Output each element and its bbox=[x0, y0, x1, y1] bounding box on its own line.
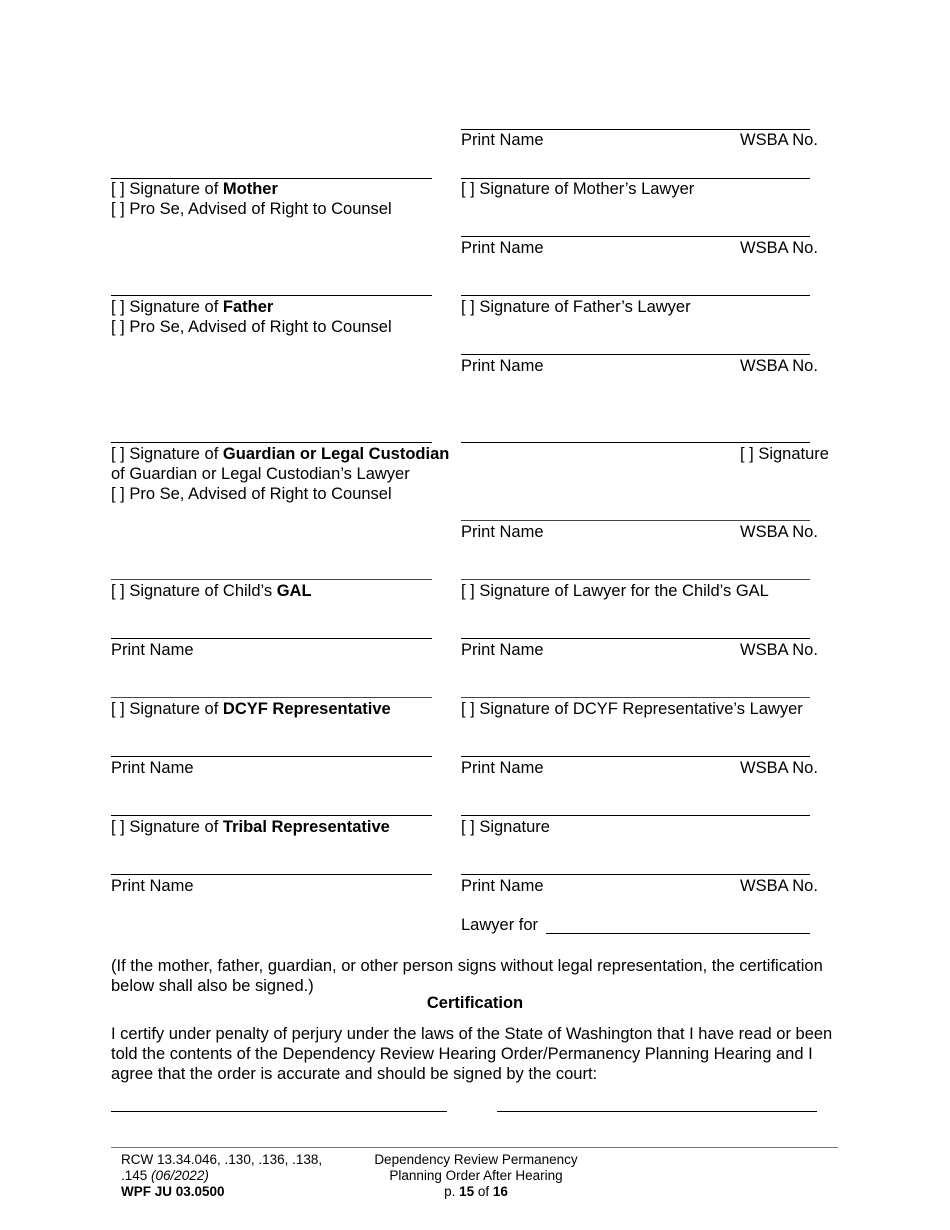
footer-rcw: RCW 13.34.046, .130, .136, .138, .145 (06/2022) WPF JU 03.0500 bbox=[121, 1152, 323, 1199]
print-name-label: Print Name bbox=[461, 523, 544, 541]
mother-signature-label: [ ] Signature of Mother bbox=[111, 180, 278, 198]
dcyf-lawyer-signature-label: [ ] Signature of DCYF Representative’s Lawyer bbox=[461, 700, 803, 718]
print-name-label: Print Name bbox=[461, 357, 544, 375]
father-pro-se-checkbox[interactable]: [ ] Pro Se, Advised of Right to Counsel bbox=[111, 318, 392, 336]
signature-note: (If the mother, father, guardian, or other person signs without legal representation, the certification below shall also be signed.) bbox=[111, 957, 823, 995]
wsba-label: WSBA No. bbox=[740, 357, 818, 375]
tribal-lawyer-signature-label: [ ] Signature bbox=[461, 818, 550, 836]
wsba-label: WSBA No. bbox=[740, 641, 818, 659]
wsba-label: WSBA No. bbox=[740, 759, 818, 777]
certification-text: I certify under penalty of perjury under the laws of the State of Washington that I have read or been told the contents of the Dependency Review Hearing Order/Permanency Planning Hearing and I agree that the order is accurate and should be signed by the court: bbox=[111, 1025, 833, 1083]
father-lawyer-signature-label: [ ] Signature of Father’s Lawyer bbox=[461, 298, 691, 316]
wsba-label: WSBA No. bbox=[740, 239, 818, 257]
print-name-label: Print Name bbox=[111, 641, 194, 659]
tribal-signature-line[interactable] bbox=[111, 815, 432, 816]
certification-date-line[interactable] bbox=[497, 1111, 817, 1112]
lawyer-for-line[interactable] bbox=[546, 933, 810, 934]
guardian-signature-line[interactable] bbox=[111, 442, 432, 443]
guardian-pro-se-checkbox[interactable]: [ ] Pro Se, Advised of Right to Counsel bbox=[111, 485, 392, 503]
print-name-label: Print Name bbox=[461, 131, 544, 149]
footer-title: Dependency Review Permanency Planning Order After Hearing p. 15 of 16 bbox=[356, 1152, 596, 1200]
father-signature-label: [ ] Signature of Father bbox=[111, 298, 274, 316]
print-name-label: Print Name bbox=[111, 877, 194, 895]
page-number: p. 15 of 16 bbox=[444, 1184, 508, 1199]
mother-signature-line[interactable] bbox=[111, 178, 432, 179]
wsba-label: WSBA No. bbox=[740, 877, 818, 895]
print-name-label: Print Name bbox=[461, 239, 544, 257]
gal-signature-label: [ ] Signature of Child’s GAL bbox=[111, 582, 312, 600]
gal-print-line[interactable] bbox=[111, 638, 432, 639]
wsba-label: WSBA No. bbox=[740, 131, 818, 149]
gal-lawyer-signature-line[interactable] bbox=[461, 579, 810, 580]
guardian-lawyer-label-continued: of Guardian or Legal Custodian’s Lawyer bbox=[111, 465, 410, 483]
dcyf-lawyer-signature-line[interactable] bbox=[461, 697, 810, 698]
tribal-print-line[interactable] bbox=[111, 874, 432, 875]
print-name-label: Print Name bbox=[461, 877, 544, 895]
mother-lawyer-signature-line[interactable] bbox=[461, 178, 810, 179]
dcyf-signature-line[interactable] bbox=[111, 697, 432, 698]
lawyer-for-label: Lawyer for bbox=[461, 916, 539, 934]
wsba-label: WSBA No. bbox=[740, 523, 818, 541]
print-name-label: Print Name bbox=[461, 759, 544, 777]
mother-lawyer-print-line[interactable] bbox=[461, 236, 810, 237]
gal-signature-line[interactable] bbox=[111, 579, 432, 580]
gal-lawyer-signature-label: [ ] Signature of Lawyer for the Child’s GAL bbox=[461, 582, 769, 600]
guardian-lawyer-print-line[interactable] bbox=[461, 520, 810, 521]
father-lawyer-signature-line[interactable] bbox=[461, 295, 810, 296]
tribal-lawyer-print-line[interactable] bbox=[461, 874, 810, 875]
dcyf-print-line[interactable] bbox=[111, 756, 432, 757]
gal-lawyer-print-line[interactable] bbox=[461, 638, 810, 639]
tribal-signature-label: [ ] Signature of Tribal Representative bbox=[111, 818, 390, 836]
guardian-lawyer-signature-line[interactable] bbox=[461, 442, 810, 443]
footer-divider bbox=[111, 1147, 838, 1148]
guardian-lawyer-signature-label: [ ] Signature bbox=[740, 445, 829, 463]
tribal-lawyer-signature-line[interactable] bbox=[461, 815, 810, 816]
guardian-signature-label: [ ] Signature of Guardian or Legal Custodian bbox=[111, 445, 450, 463]
mother-pro-se-checkbox[interactable]: [ ] Pro Se, Advised of Right to Counsel bbox=[111, 200, 392, 218]
dcyf-signature-label: [ ] Signature of DCYF Representative bbox=[111, 700, 391, 718]
certification-signature-line[interactable] bbox=[111, 1111, 447, 1112]
mother-lawyer-signature-label: [ ] Signature of Mother’s Lawyer bbox=[461, 180, 695, 198]
dcyf-lawyer-print-line[interactable] bbox=[461, 756, 810, 757]
print-name-label: Print Name bbox=[461, 641, 544, 659]
father-signature-line[interactable] bbox=[111, 295, 432, 296]
father-lawyer-print-line[interactable] bbox=[461, 354, 810, 355]
signature-line[interactable] bbox=[461, 129, 810, 130]
certification-heading: Certification bbox=[426, 994, 524, 1012]
print-name-label: Print Name bbox=[111, 759, 194, 777]
